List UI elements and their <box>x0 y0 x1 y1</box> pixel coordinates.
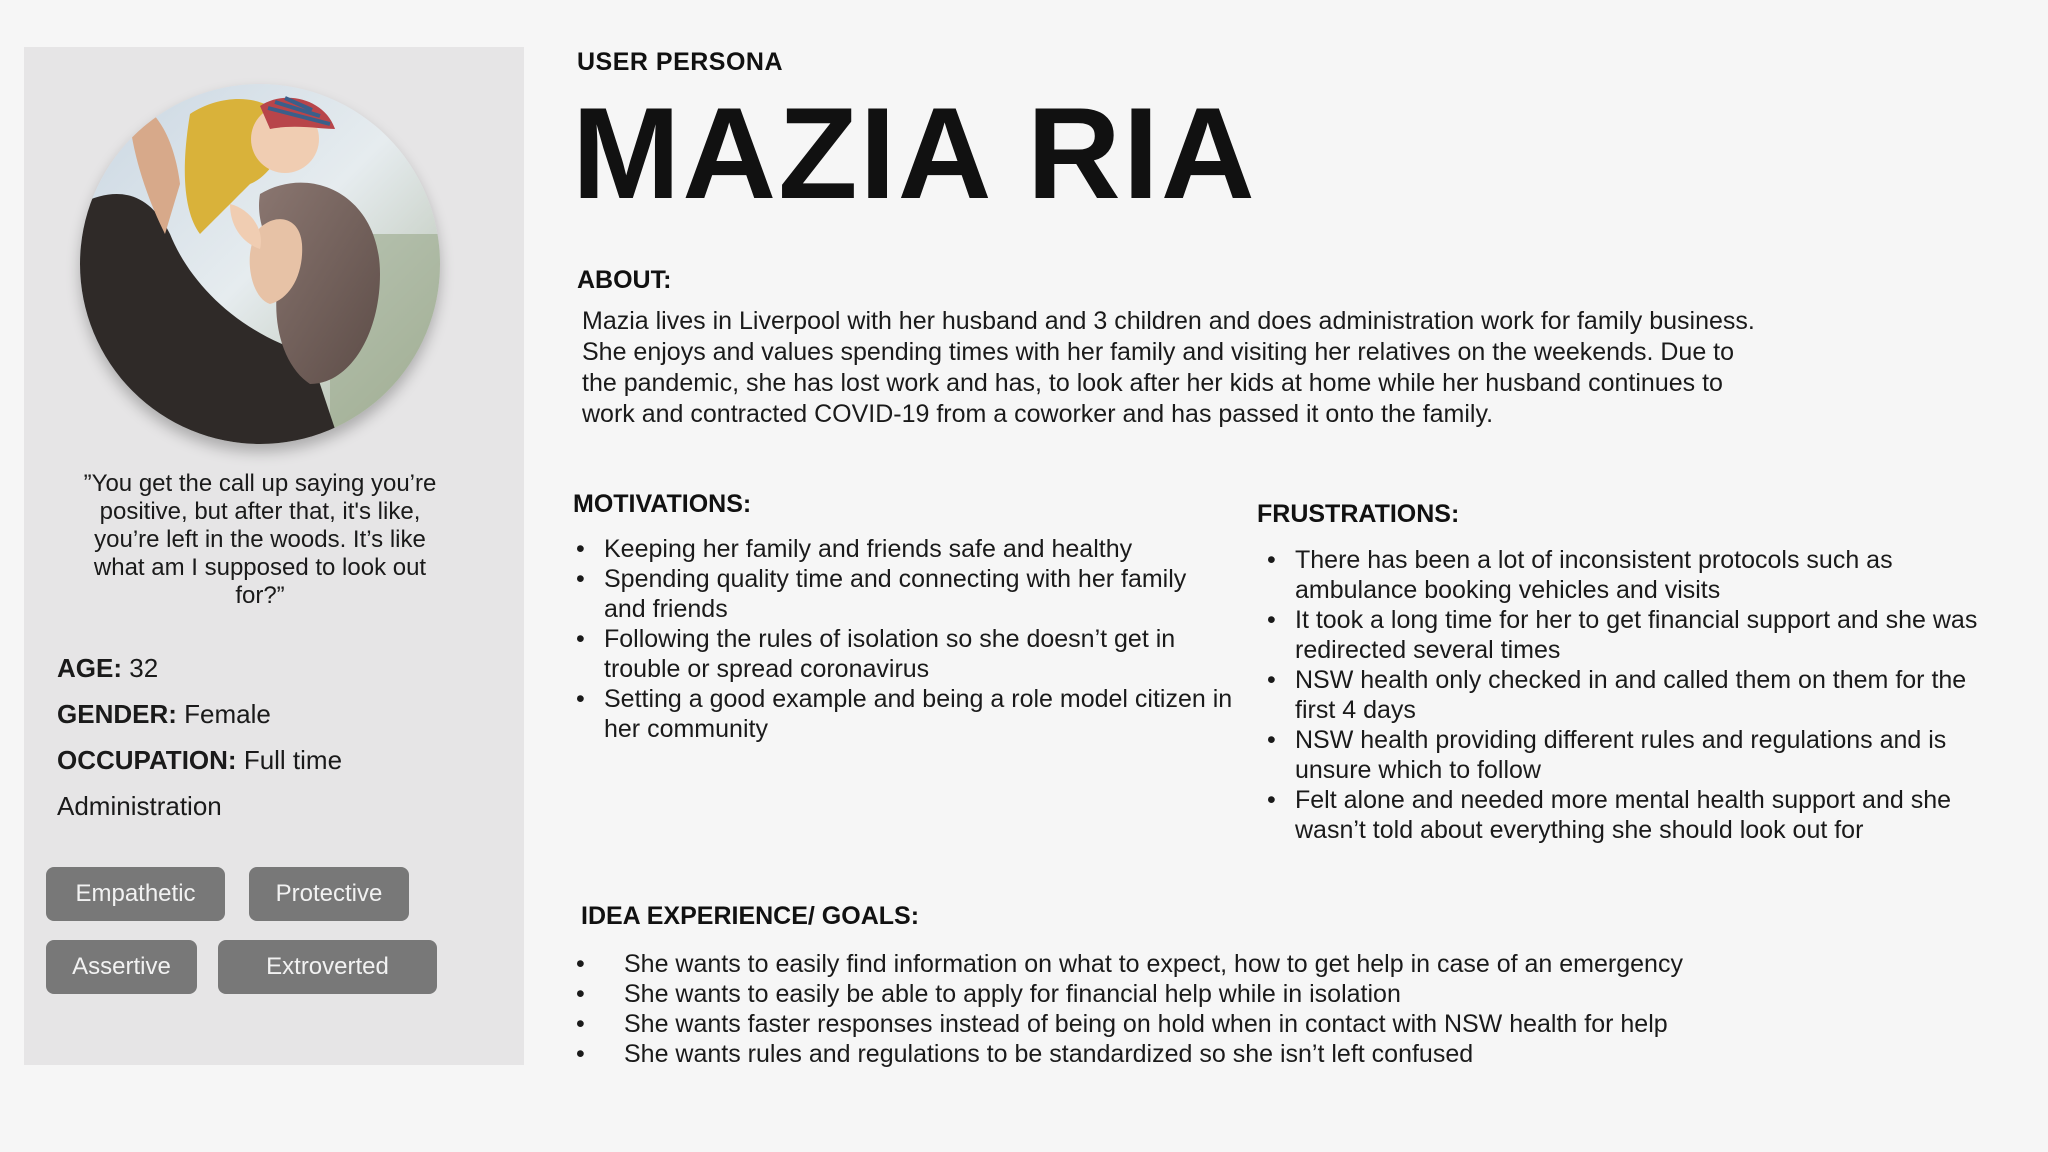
persona-name: MAZIA RIA <box>572 80 1257 226</box>
list-item: • Keeping her family and friends safe and healthy <box>574 534 1234 564</box>
motivations-heading: MOTIVATIONS: <box>573 490 752 518</box>
list-item: • It took a long time for her to get financial support and she was redirected several times <box>1265 605 2010 665</box>
motivations-list <box>574 534 1234 744</box>
list-item: • She wants faster responses instead of being on hold when in contact with NSW health for help <box>574 1009 2014 1039</box>
goals-heading: IDEA EXPERIENCE/ GOALS: <box>581 902 920 930</box>
persona-quote: ”You get the call up saying you’re positive, but after that, it's like, you’re left in the woods. It’s like what am I supposed to look out for?” <box>83 470 437 609</box>
gender-label: GENDER: <box>57 699 177 729</box>
list-item: • She wants rules and regulations to be standardized so she isn’t left confused <box>574 1039 2014 1069</box>
list-item: • She wants to easily be able to apply for financial help while in isolation <box>574 979 2014 1009</box>
age-label: AGE: <box>57 653 122 683</box>
about-line: work and contracted COVID-19 from a coworker and has passed it onto the family. <box>582 400 1494 428</box>
about-line: She enjoys and values spending times with her family and visiting her relatives on the weekends. Due to <box>582 338 1735 366</box>
trait-tag-extroverted: Extroverted <box>218 940 437 994</box>
list-item: • She wants to easily find information on what to expect, how to get help in case of an emergency <box>574 949 2014 979</box>
about-line: the pandemic, she has lost work and has, to look after her kids at home while her husband continues to <box>582 369 1723 397</box>
trait-tag-protective: Protective <box>249 867 409 921</box>
gender-value: Female <box>184 699 271 729</box>
frustrations-heading: FRUSTRATIONS: <box>1257 500 1460 528</box>
occupation-row-continued <box>57 791 222 822</box>
gender-row <box>57 699 271 730</box>
about-line: Mazia lives in Liverpool with her husband and 3 children and does administration work for family business. <box>582 307 1755 335</box>
list-item: • NSW health providing different rules and regulations and is unsure which to follow <box>1265 725 2010 785</box>
trait-tag-assertive: Assertive <box>46 940 197 994</box>
frustrations-list <box>1265 545 2010 845</box>
list-item: • Felt alone and needed more mental health support and she wasn’t told about everything she should look out for <box>1265 785 2010 845</box>
trait-tag-empathetic: Empathetic <box>46 867 225 921</box>
age-row <box>57 653 158 684</box>
persona-photo <box>80 84 440 444</box>
persona-photo-image <box>80 84 440 444</box>
list-item: • Spending quality time and connecting with her family and friends <box>574 564 1234 624</box>
occupation-row <box>57 745 342 776</box>
occupation-label: OCCUPATION: <box>57 745 237 775</box>
list-item: • There has been a lot of inconsistent protocols such as ambulance booking vehicles and visits <box>1265 545 2010 605</box>
list-item: • Setting a good example and being a role model citizen in her community <box>574 684 1234 744</box>
occupation-value: Full time <box>243 745 343 775</box>
about-heading: ABOUT: <box>577 266 672 294</box>
about-text <box>582 306 2002 430</box>
age-value: 32 <box>129 653 159 683</box>
list-item: • NSW health only checked in and called them on them for the first 4 days <box>1265 665 2010 725</box>
list-item: • Following the rules of isolation so she doesn’t get in trouble or spread coronavirus <box>574 624 1234 684</box>
occupation-value-continued: Administration <box>57 791 222 821</box>
page-eyebrow: USER PERSONA <box>577 48 784 76</box>
goals-list <box>574 949 2014 1069</box>
